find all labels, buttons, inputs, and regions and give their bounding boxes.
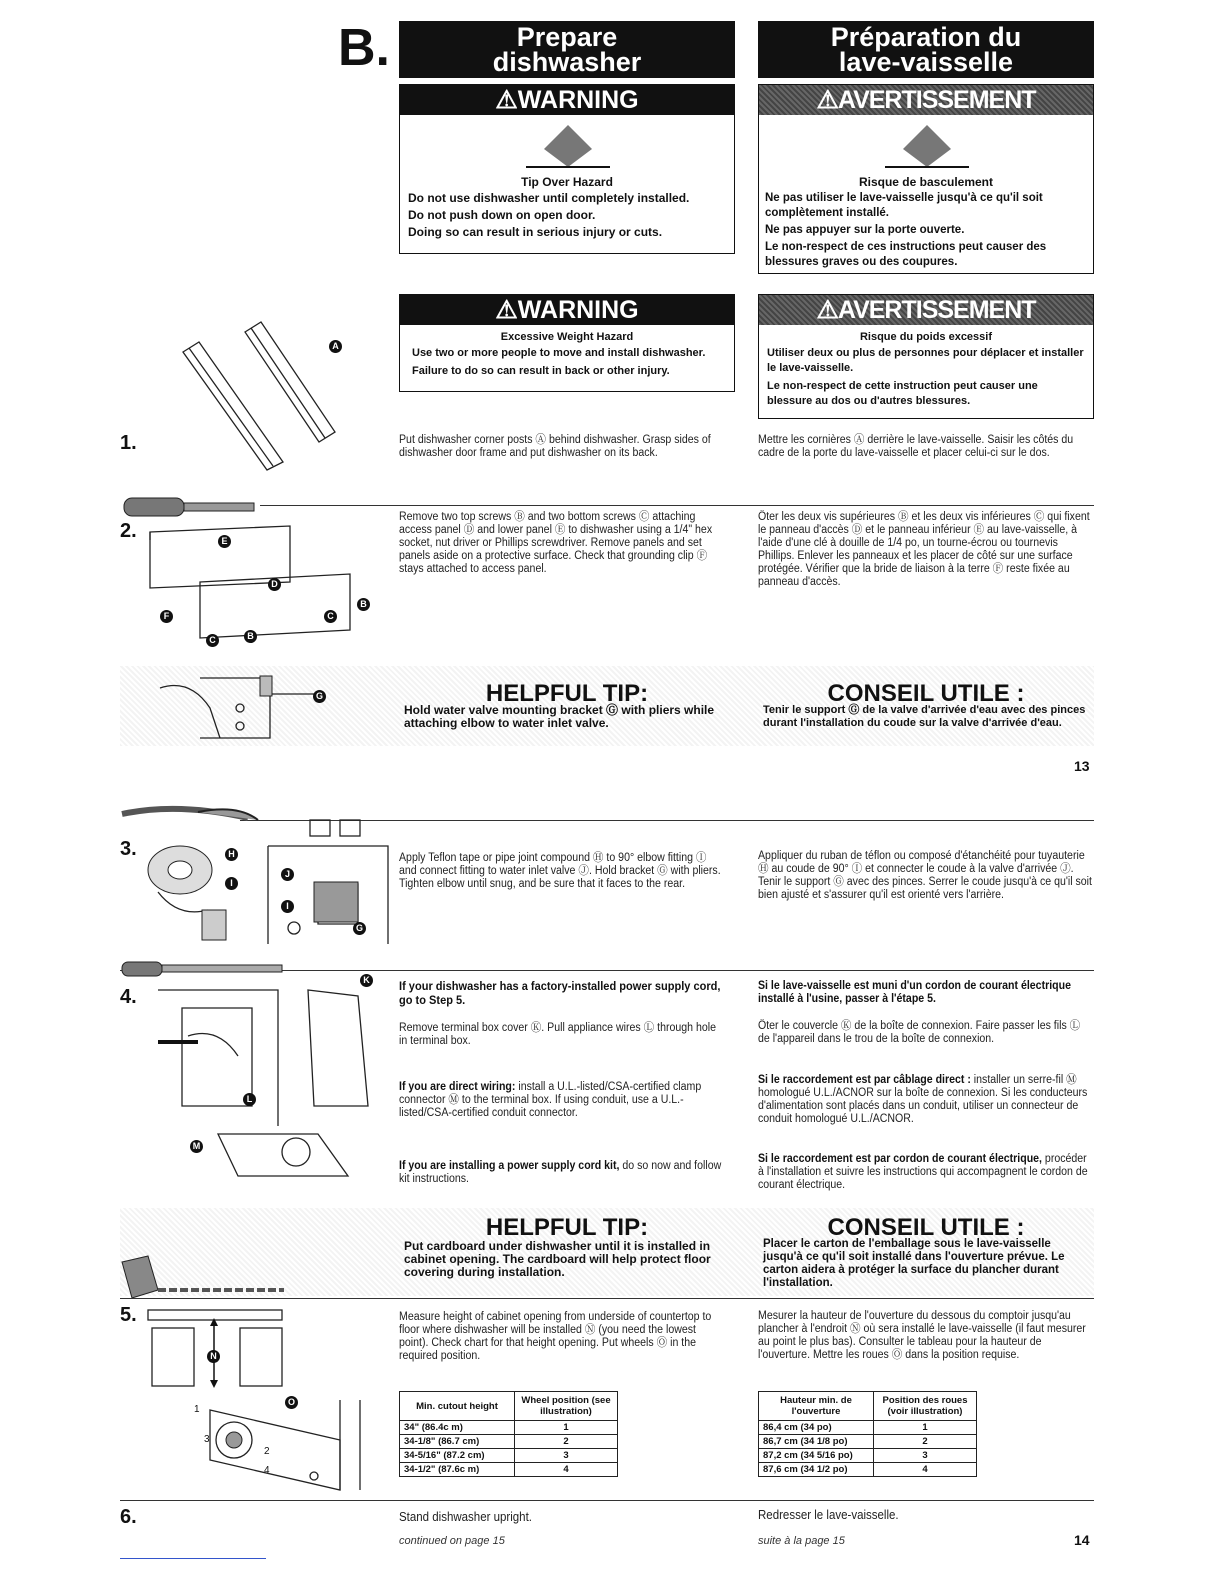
step-1-number: 1. — [120, 432, 137, 454]
warning2-title-en: Excessive Weight Hazard — [500, 331, 634, 343]
callout-d: D — [268, 578, 281, 591]
warning-tipover-en — [399, 84, 735, 254]
step-4-en-p3-bold: If you are direct wiring: — [399, 1081, 516, 1093]
chart-header: Wheel position (see illustration) — [515, 1392, 618, 1421]
wheel-label: 1 — [194, 1404, 200, 1415]
page-number-14: 14 — [1074, 1532, 1090, 1548]
step-4-fr-p4-bold: Si le raccordement est par cordon de courant électrique, — [758, 1153, 1042, 1165]
callout-a: A — [329, 340, 342, 353]
header-fr — [758, 21, 1094, 78]
callout-e: E — [218, 535, 231, 548]
callout-k: K — [360, 974, 373, 987]
wheel-position-illustration — [190, 1390, 380, 1500]
page-number-13: 13 — [1074, 758, 1090, 774]
header-en-text: Prepare dishwasher — [492, 22, 642, 77]
wheel-chart-en — [399, 1391, 618, 1477]
warning1-title-en: Tip Over Hazard — [521, 175, 613, 189]
step-4-fr-p3: installer un serre-fil Ⓜ homologué U.L./ACNOR sur la boîte de connexion. Si les conducteurs d'alimentation sont placés dans un conduit, utiliser un connecteur de conduit homologué U.L./ACNOR. — [758, 1074, 1088, 1125]
step-4-text-en-intro — [399, 980, 726, 1008]
callout-c: C — [206, 634, 219, 647]
step-3-text-en: Apply Teflon tape or pipe joint compound Ⓗ to 90° elbow fitting Ⓘ and connect fitting to water inlet valve Ⓙ. Hold bracket Ⓖ with pliers. Tighten elbow until snug, and be sure that it faces to the rear. — [399, 852, 721, 890]
warning1-line: Do not use dishwasher until completely installed. — [408, 191, 690, 205]
continued-en: continued on page 15 — [399, 1535, 505, 1547]
header-fr-text: Préparation du lave-vaisselle — [830, 22, 1022, 77]
tip2-text-fr: Placer le carton de l'emballage sous le lave-vaisselle jusqu'à ce qu'il soit installé dans l'ouverture prévue. Le carton aidera à protéger la surface du plancher durant l'installation. — [763, 1238, 1065, 1289]
warning-weight-fr — [758, 294, 1094, 419]
step-4-number: 4. — [120, 986, 137, 1008]
step-4-en-p4: do so now and follow kit instructions. — [399, 1160, 722, 1185]
chart-cell: 4 — [515, 1463, 618, 1477]
tip1-text-en: Hold water valve mounting bracket Ⓖ with pliers while attaching elbow to water inlet valve. — [404, 703, 715, 730]
tip1-heading-fr: CONSEIL UTILE : — [827, 680, 1025, 707]
tip2-heading-en: HELPFUL TIP: — [485, 1214, 649, 1241]
step-4-en-p1: If your dishwasher has a factory-installed power supply cord, go to Step 5. — [399, 979, 721, 1007]
step-4-fr-p2: Ôter le couvercle Ⓚ de la boîte de connexion. Faire passer les fils Ⓛ de l'appareil dans le trou de la boîte de connexion. — [758, 1020, 1081, 1045]
cabinet-opening-illustration — [146, 1308, 286, 1388]
callout-n: N — [207, 1350, 220, 1363]
step-6-text-fr: Redresser le lave-vaisselle. — [758, 1508, 899, 1522]
tip2-text-en: Put cardboard under dishwasher until it is installed in cabinet opening. The cardboard will help protect floor covering during installation. — [404, 1239, 711, 1279]
warning-label-en — [400, 295, 734, 325]
warning-triangle-icon: ⚠ — [816, 86, 838, 114]
warning1-line: Le non-respect de ces instructions peut causer des blessures graves ou des coupures. — [765, 241, 1047, 268]
callout-l: L — [243, 1093, 256, 1106]
step-4-fr-p4-block — [758, 1153, 1094, 1192]
step-6-text-en: Stand dishwasher upright. — [399, 1510, 532, 1524]
step-4-en-p4-bold: If you are installing a power supply cord kit, — [399, 1160, 620, 1172]
callout-c: C — [324, 610, 337, 623]
section-letter: B. — [338, 19, 390, 77]
header-en — [399, 21, 735, 78]
chart-cell: 3 — [515, 1449, 618, 1463]
step-4-text-fr-intro — [758, 980, 1094, 1006]
chart-cell: 1 — [874, 1421, 977, 1435]
warning-triangle-icon: ⚠ — [816, 296, 838, 324]
warning2-line: Use two or more people to move and install dishwasher. — [412, 347, 706, 359]
chart-cell: 1 — [515, 1421, 618, 1435]
callout-o: O — [285, 1396, 298, 1409]
chart-cell: 34-1/2" (87.6c m) — [400, 1463, 515, 1477]
warning-label-en — [400, 85, 734, 115]
access-panel-illustration — [120, 492, 380, 652]
step-3-text-fr: Appliquer du ruban de téflon ou composé d'étanchéité pour tuyauterie Ⓗ au coude de 90° Ⓘ et connecter le coude à la valve d'arrivée Ⓙ. Tenir le support Ⓖ avec des pinces. Serrer le coude jusqu'à ce qu'il soit bien ajusté et s'assurer qu'il est orienté vers l'arrière. — [758, 850, 1092, 901]
warning1-line: Ne pas utiliser le lave-vaisselle jusqu'à ce qu'il soit complètement installé. — [765, 192, 1043, 219]
warning2-line: Le non-respect de cette instruction peut causer une blessure au dos ou d'autres blessures. — [767, 380, 1038, 407]
chart-cell: 87,6 cm (34 1/2 po) — [759, 1463, 874, 1477]
chart-header: Min. cutout height — [400, 1392, 515, 1421]
wheel-label: 4 — [264, 1465, 270, 1476]
callout-j: J — [281, 868, 294, 881]
continued-fr: suite à la page 15 — [758, 1535, 845, 1547]
step-4-fr-p1: Si le lave-vaisselle est muni d'un cordon de courant électrique installé à l'usine, passer à l'étape 5. — [758, 980, 1071, 1005]
step-2-text-en: Remove two top screws Ⓑ and two bottom screws Ⓒ attaching access panel Ⓓ and lower panel Ⓔ to dishwasher using a 1/4" hex socket, nut driver or Phillips screwdriver. Remove panels and set panels aside on a protective surface. Check that grounding clip Ⓕ stays attached to access panel. — [399, 511, 713, 575]
wheel-label: 3 — [204, 1434, 210, 1445]
callout-m: M — [190, 1140, 203, 1153]
callout-b: B — [244, 630, 257, 643]
warning-label-fr — [759, 85, 1093, 115]
corner-posts-illustration — [175, 312, 345, 472]
warning-triangle-icon: ⚠ — [495, 86, 518, 114]
chart-cell: 34-5/16" (87.2 cm) — [400, 1449, 515, 1463]
tip1-heading-en: HELPFUL TIP: — [485, 680, 649, 707]
chart-cell: 2 — [874, 1435, 977, 1449]
step-4-en-p3-block — [399, 1081, 726, 1120]
wheel-label: 2 — [264, 1446, 270, 1457]
step-4-en-p4-block — [399, 1160, 726, 1186]
callout-b: B — [357, 598, 370, 611]
callout-f: F — [160, 610, 173, 623]
chart-cell: 87,2 cm (34 5/16 po) — [759, 1449, 874, 1463]
divider — [120, 1298, 1094, 1299]
callout-g: G — [313, 690, 326, 703]
chart-cell: 2 — [515, 1435, 618, 1449]
pliers-bracket-illustration — [150, 668, 330, 746]
step-6-number: 6. — [120, 1506, 137, 1528]
terminal-box-illustration — [118, 956, 398, 1184]
chart-cell: 34" (86.4c m) — [400, 1421, 515, 1435]
step-1-text-fr: Mettre les cornières Ⓐ derrière le lave-vaisselle. Saisir les côtés du cadre de la porte du lave-vaisselle et placer celui-ci sur le dos. — [758, 434, 1074, 459]
tipover-hazard-icon — [759, 115, 1095, 175]
chart-cell: 86,4 cm (34 po) — [759, 1421, 874, 1435]
warning2-label-fr: AVERTISSEMENT — [837, 296, 1036, 324]
chart-header: Hauteur min. de l'ouverture — [759, 1392, 874, 1421]
step-4-en-p3: install a U.L.-listed/CSA-certified clamp connector Ⓜ to the terminal box. If using conduit, use a U.L.-listed/CSA-certified conduit connector. — [399, 1081, 702, 1119]
step-2-number: 2. — [120, 520, 137, 542]
footer-link-underline — [120, 1558, 266, 1559]
step-4-fr-p3-block — [758, 1074, 1094, 1126]
callout-g: G — [353, 922, 366, 935]
step-2-text-fr: Ôter les deux vis supérieures Ⓑ et les deux vis inférieures Ⓒ qui fixent le panneau d'accès Ⓓ et le panneau inférieur Ⓔ au lave-vaisselle, à l'aide d'une clé à douille de 1/4 po, un tourne-écrou ou tournevis Phillips. Enlever les panneaux et les placer de côté sur une surface protégée. Vérifier que la bride de liaison à la terre Ⓕ reste fixée au panneau d'accès. — [758, 511, 1090, 588]
divider — [260, 505, 1094, 506]
step-4-fr-p3-bold: Si le raccordement est par câblage direct : — [758, 1074, 971, 1086]
step-4-fr-p4: procéder à l'installation et suivre les instructions qui accompagnent le cordon de courant électrique. — [758, 1153, 1088, 1191]
chart-cell: 3 — [874, 1449, 977, 1463]
warning2-label-en: WARNING — [517, 296, 639, 324]
callout-i: I — [225, 877, 238, 890]
divider — [120, 1500, 1094, 1501]
step-5-text-fr: Mesurer la hauteur de l'ouverture du dessous du comptoir jusqu'au plancher à l'endroit Ⓝ où sera installé le lave-vaisselle (il faut mesurer au point le plus bas). Consulter le tableau pour la hauteur de l'ouverture. Mettre les roues Ⓞ dans la position requise. — [758, 1310, 1086, 1361]
callout-h: H — [225, 848, 238, 861]
step-4-en-p2: Remove terminal box cover Ⓚ. Pull appliance wires Ⓛ through hole in terminal box. — [399, 1022, 716, 1047]
callout-i: I — [281, 900, 294, 913]
chart-cell: 86,7 cm (34 1/8 po) — [759, 1435, 874, 1449]
warning2-title-fr: Risque du poids excessif — [859, 331, 993, 343]
warning1-line: Doing so can result in serious injury or cuts. — [408, 225, 663, 239]
step-5-text-en: Measure height of cabinet opening from underside of countertop to floor where dishwasher will be installed Ⓝ (you need the lowest point). Check chart for that height opening. Put wheels Ⓞ in the required position. — [399, 1311, 712, 1362]
warning1-label-en: WARNING — [517, 86, 639, 114]
warning2-line: Utiliser deux ou plus de personnes pour déplacer et installer le lave-vaisselle. — [767, 347, 1084, 374]
tipover-hazard-icon — [400, 115, 736, 175]
chart-cell: 34-1/8" (86.7 cm) — [400, 1435, 515, 1449]
tip2-heading-fr: CONSEIL UTILE : — [827, 1214, 1025, 1241]
wheel-chart-fr — [758, 1391, 977, 1477]
warning-weight-en — [399, 294, 735, 392]
chart-header: Position des roues (voir illustration) — [874, 1392, 977, 1421]
warning-label-fr — [759, 295, 1093, 325]
warning1-line: Ne pas appuyer sur la porte ouverte. — [765, 224, 965, 236]
step-1-text-en: Put dishwasher corner posts Ⓐ behind dishwasher. Grasp sides of dishwasher door frame and put dishwasher on its back. — [399, 434, 711, 459]
warning-tipover-fr — [758, 84, 1094, 274]
step-3-number: 3. — [120, 838, 137, 860]
warning-triangle-icon: ⚠ — [495, 296, 518, 324]
warning2-line: Failure to do so can result in back or other injury. — [412, 365, 670, 377]
warning1-line: Do not push down on open door. — [408, 208, 596, 222]
warning1-title-fr: Risque de basculement — [858, 175, 994, 189]
tip1-text-fr: Tenir le support Ⓖ de la valve d'arrivée d'eau avec des pinces durant l'installation du coude sur la valve d'arrivée d'eau. — [763, 704, 1086, 729]
step-5-number: 5. — [120, 1304, 137, 1326]
chart-cell: 4 — [874, 1463, 977, 1477]
warning1-label-fr: AVERTISSEMENT — [837, 86, 1036, 114]
